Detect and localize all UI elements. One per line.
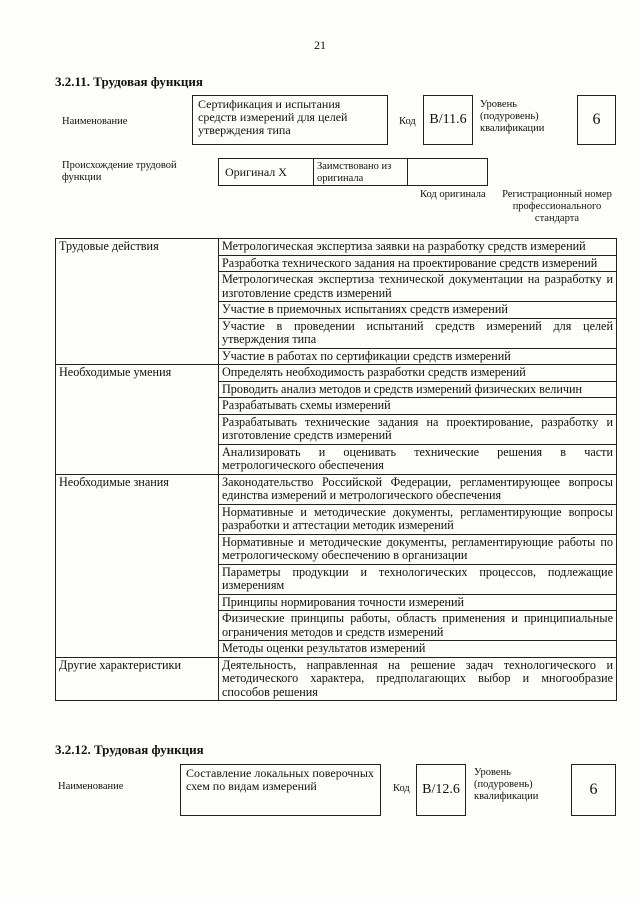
category-cell: [56, 611, 219, 641]
table-row: [56, 365, 617, 382]
item-cell: Параметры продукции и технологических процессов, подлежащие измерениям: [219, 564, 617, 594]
table-row: [56, 444, 617, 474]
origin-original: Оригинал X: [225, 165, 287, 179]
item-cell: Законодательство Российской Федерации, регламентирующее вопросы единства измерений и метрологического обеспечения: [219, 474, 617, 504]
category-cell: [56, 398, 219, 415]
item-cell: Нормативные и методические документы, регламентирующие вопросы разработки и аттестации методик измерений: [219, 504, 617, 534]
category-cell: [56, 564, 219, 594]
item-cell: Участие в работах по сертификации средств измерений: [219, 348, 617, 365]
code-box: [423, 95, 473, 145]
item-cell: Метрологическая экспертиза технической документации на разработку и изготовление средств измерений: [219, 272, 617, 302]
table-row: [56, 504, 617, 534]
item-cell: Разрабатывать технические задания на проектирование, разработку и изготовление средств измерений: [219, 414, 617, 444]
item-cell: Проводить анализ методов и средств измерений физических величин: [219, 381, 617, 398]
category-cell: [56, 255, 219, 272]
item-cell: Физические принципы работы, область применения и принципиальные ограничения методов и средств измерений: [219, 611, 617, 641]
table-row: [56, 611, 617, 641]
category-cell: [56, 381, 219, 398]
code-value: B/11.6: [429, 112, 467, 127]
item-cell: Метрологическая экспертиза заявки на разработку средств измерений: [219, 239, 617, 256]
origin-divider-2: [407, 159, 408, 185]
item-cell: Нормативные и методические документы, регламентирующие работы по метрологическому обеспечению в организации: [219, 534, 617, 564]
category-cell: [56, 594, 219, 611]
level-box-2: [571, 764, 616, 816]
code-label-2: Код: [393, 783, 410, 794]
item-cell: Анализировать и оценивать технические решения в части метрологического обеспечения: [219, 444, 617, 474]
category-cell: [56, 534, 219, 564]
section-title-3-2-12: 3.2.12. Трудовая функция: [55, 742, 204, 757]
category-cell: [56, 414, 219, 444]
code-box-2: [416, 764, 466, 816]
level-value: 6: [592, 111, 601, 128]
level-value-2: 6: [589, 781, 598, 798]
table-row: [56, 302, 617, 319]
table-row: [56, 239, 617, 256]
category-cell: [56, 504, 219, 534]
table-row: [56, 414, 617, 444]
origin-reg-caption: Регистрационный номер профессионального стандарта: [502, 189, 612, 224]
name-label-2: Наименование: [58, 781, 124, 792]
table-row: [56, 564, 617, 594]
table-row: [56, 534, 617, 564]
origin-divider-1: [313, 159, 314, 185]
category-cell: Другие характеристики: [56, 657, 219, 701]
origin-borrowed: Заимствовано из оригинала: [317, 161, 392, 184]
table-row: [56, 318, 617, 348]
level-box: [577, 95, 616, 145]
item-cell: Деятельность, направленная на решение задач технологического и методического характера, предполагающих выбор и многообразие способов решения: [219, 657, 617, 701]
code-value-2: B/12.6: [422, 782, 460, 797]
table-row: [56, 657, 617, 701]
item-cell: Участие в приемочных испытаниях средств измерений: [219, 302, 617, 319]
item-cell: Разработка технического задания на проектирование средств измерений: [219, 255, 617, 272]
table-row: [56, 641, 617, 658]
section-title-3-2-11: 3.2.11. Трудовая функция: [55, 74, 203, 89]
category-cell: [56, 318, 219, 348]
item-cell: Принципы нормирования точности измерений: [219, 594, 617, 611]
table-row: [56, 398, 617, 415]
category-cell: [56, 302, 219, 319]
category-cell: Необходимые знания: [56, 474, 219, 504]
item-cell: Методы оценки результатов измерений: [219, 641, 617, 658]
function-name-box-2: [180, 764, 381, 816]
item-cell: Разрабатывать схемы измерений: [219, 398, 617, 415]
origin-label: Происхождение трудовой функции: [62, 160, 177, 183]
item-cell: Участие в проведении испытаний средств измерений для целей утверждения типа: [219, 318, 617, 348]
category-cell: [56, 641, 219, 658]
table-row: [56, 348, 617, 365]
level-label: Уровень (подуровень) квалификации: [480, 99, 545, 134]
function-name: Сертификация и испытания средств измерений для целей утверждения типа: [198, 97, 348, 137]
labor-function-table: [55, 238, 617, 701]
item-cell: Определять необходимость разработки средств измерений: [219, 365, 617, 382]
category-cell: Трудовые действия: [56, 239, 219, 256]
table-row: [56, 594, 617, 611]
origin-box: [218, 158, 488, 186]
table-row: [56, 381, 617, 398]
function-name-box: [192, 95, 388, 145]
origin-code-caption: Код оригинала: [420, 189, 486, 200]
table-row: [56, 255, 617, 272]
page-number: 21: [314, 38, 326, 52]
table-row: [56, 272, 617, 302]
category-cell: [56, 272, 219, 302]
level-label-2: Уровень (подуровень) квалификации: [474, 767, 539, 802]
category-cell: [56, 348, 219, 365]
function-name-2: Составление локальных поверочных схем по видам измерений: [186, 766, 374, 793]
name-label: Наименование: [62, 116, 128, 127]
category-cell: [56, 444, 219, 474]
table-body: [56, 239, 617, 701]
table-row: [56, 474, 617, 504]
category-cell: Необходимые умения: [56, 365, 219, 382]
code-label: Код: [399, 116, 416, 127]
